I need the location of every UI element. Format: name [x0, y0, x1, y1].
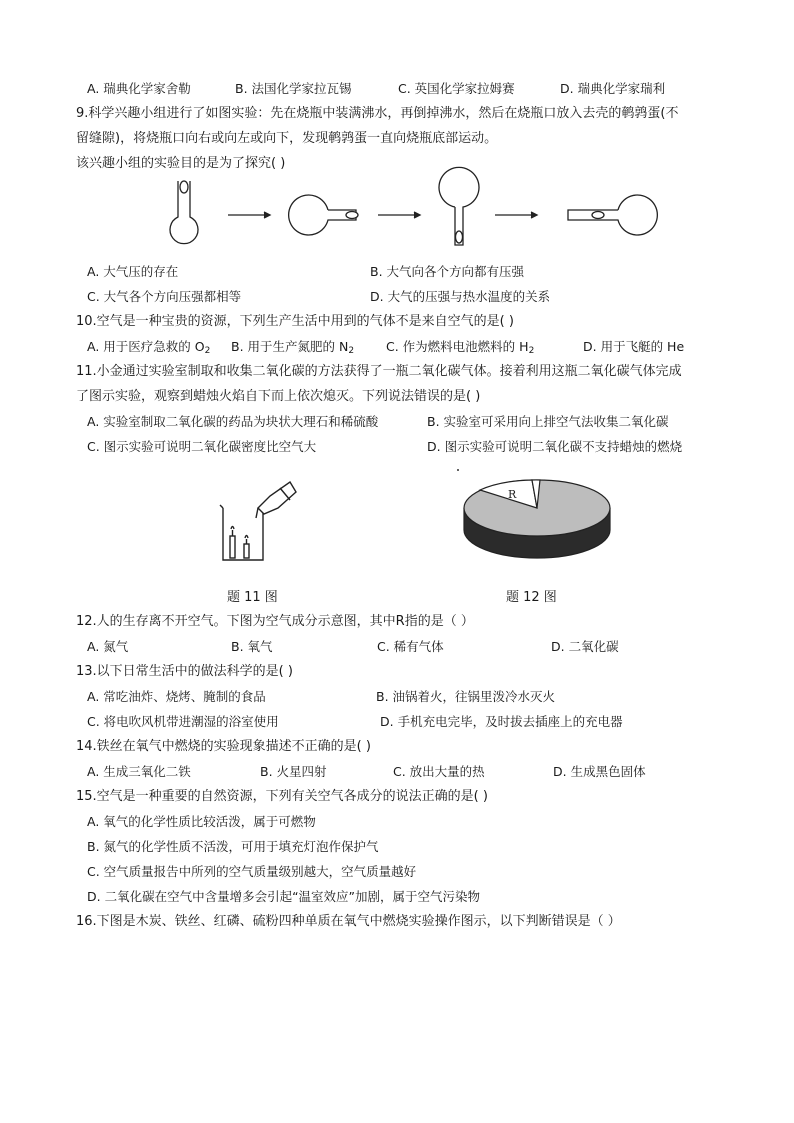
q14-option-c: C. 放出大量的热	[393, 764, 485, 779]
q15-option-c: C. 空气质量报告中所列的空气质量级别越大，空气质量越好	[87, 864, 417, 879]
q13-stem: 13.以下日常生活中的做法科学的是( )	[76, 664, 293, 679]
fig12-pie-chart	[462, 468, 612, 568]
q12-option-b: B. 氧气	[231, 639, 273, 654]
q15-option-a: A. 氧气的化学性质比较活泼，属于可燃物	[87, 814, 316, 829]
pie-label-r: R	[508, 488, 517, 501]
q11-option-b: B. 实验室可采用向上排空气法收集二氧化碳	[427, 414, 669, 429]
q8-option-d: D. 瑞典化学家瑞利	[560, 81, 666, 96]
q14-option-d: D. 生成黑色固体	[553, 764, 646, 779]
q12-option-d: D. 二氧化碳	[551, 639, 619, 654]
q10-option-b: B. 用于生产氮肥的 $N_2$	[231, 339, 355, 356]
q12-option-c: C. 稀有气体	[377, 639, 444, 654]
q8-option-a: A. 瑞典化学家舍勒	[87, 81, 191, 96]
q9-stem-line2: 留缝隙)，将烧瓶口向右或向左或向下，发现鹌鹑蛋一直向烧瓶底部运动。	[76, 131, 498, 146]
q11-option-a: A. 实验室制取二氧化碳的药品为块状大理石和稀硫酸	[87, 414, 379, 429]
q11-option-c: C. 图示实验可说明二氧化碳密度比空气大	[87, 439, 317, 454]
q9-option-a: A. 大气压的存在	[87, 264, 179, 279]
q9-flask-figure	[150, 175, 650, 255]
egg-top	[180, 181, 188, 193]
q9-option-d: D. 大气的压强与热水温度的关系	[370, 289, 551, 304]
q13-option-a: A. 常吃油炸、烧烤、腌制的食品	[87, 689, 266, 704]
flask-left	[568, 195, 657, 235]
fig12-caption: 题 12 图	[506, 590, 557, 605]
q13-option-c: C. 将电吹风机带进潮湿的浴室使用	[87, 714, 279, 729]
q14-option-a: A. 生成三氧化二铁	[87, 764, 191, 779]
egg-right	[346, 212, 358, 219]
q12-option-a: A. 氮气	[87, 639, 129, 654]
q9-stem-line1: 9.科学兴趣小组进行了如图实验：先在烧瓶中装满沸水，再倒掉沸水，然后在烧瓶口放入去壳的鹌鹑蛋(不	[76, 106, 679, 121]
q15-option-d: D. 二氧化碳在空气中含量增多会引起“温室效应”加剧，属于空气污染物	[87, 889, 481, 904]
q15-option-b: B. 氮气的化学性质不活泼，可用于填充灯泡作保护气	[87, 839, 379, 854]
egg-bottom	[456, 231, 463, 243]
q13-option-d: D. 手机充电完毕，及时拔去插座上的充电器	[380, 714, 623, 729]
q11-option-d: D. 图示实验可说明二氧化碳不支持蜡烛的燃烧	[427, 439, 683, 454]
q16-stem: 16.下图是木炭、铁丝、红磷、硫粉四种单质在氧气中燃烧实验操作图示，以下判断错误是（ ）	[76, 914, 621, 929]
q11-stem-line1: 11.小金通过实验室制取和收集二氧化碳的方法获得了一瓶二氧化碳气体。接着利用这瓶二氧化碳气体完成	[76, 364, 682, 379]
q10-option-c: C. 作为燃料电池燃料的 $H_2$	[386, 339, 535, 356]
q15-stem: 15.空气是一种重要的自然资源，下列有关空气各成分的说法正确的是( )	[76, 789, 488, 804]
q10-option-d: D. 用于飞艇的 He	[583, 339, 685, 354]
q9-option-b: B. 大气向各个方向都有压强	[370, 264, 525, 279]
q9-option-c: C. 大气各个方向压强都相等	[87, 289, 242, 304]
q8-option-c: C. 英国化学家拉姆赛	[398, 81, 515, 96]
q14-option-b: B. 火星四射	[260, 764, 327, 779]
egg-left	[592, 212, 604, 219]
q10-option-a: A. 用于医疗急救的 $O_2$	[87, 339, 211, 356]
q9-stem-line3: 该兴趣小组的实验目的是为了探究( )	[76, 156, 286, 171]
fig11-beaker-candles	[218, 478, 298, 568]
q13-option-b: B. 油锅着火，往锅里泼冷水灭火	[376, 689, 556, 704]
q8-option-b: B. 法国化学家拉瓦锡	[235, 81, 352, 96]
q11-stem-line2: 了图示实验，观察到蜡烛火焰自下而上依次熄灭。下列说法错误的是( )	[76, 389, 481, 404]
fig11-caption: 题 11 图	[227, 590, 278, 605]
q10-stem: 10.空气是一种宝贵的资源，下列生产生活中用到的气体不是来自空气的是( )	[76, 314, 514, 329]
q14-stem: 14.铁丝在氧气中燃烧的实验现象描述不正确的是( )	[76, 739, 371, 754]
q12-stem: 12.人的生存离不开空气。下图为空气成分示意图，其中R指的是（ ）	[76, 614, 474, 629]
